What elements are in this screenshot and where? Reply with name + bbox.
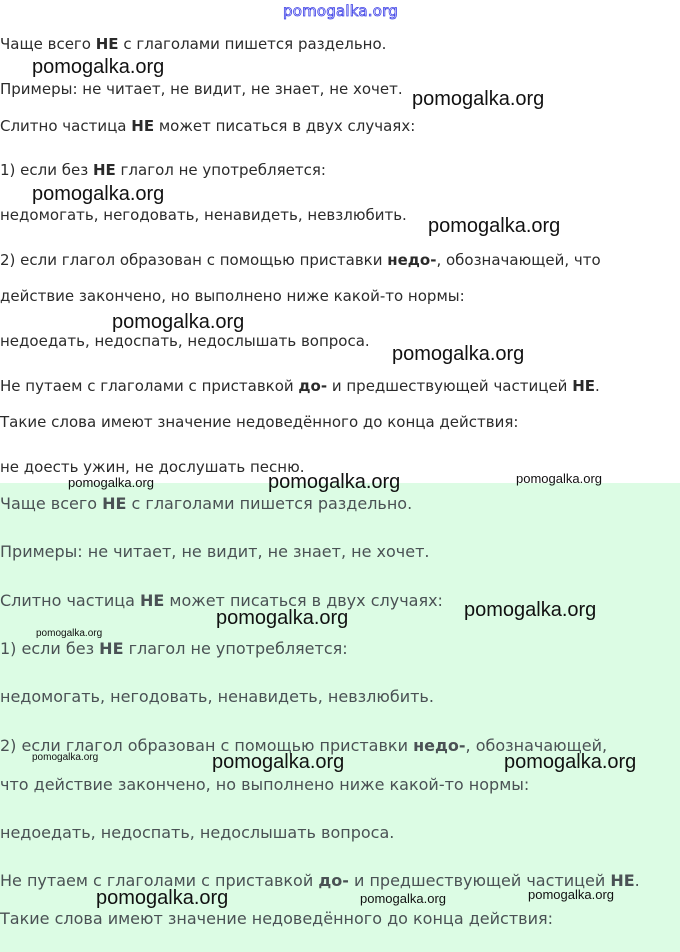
warning-line: Не путаем с глаголами с приставкой до- и предшествующей частицей НЕ. — [0, 871, 640, 890]
rule-joined-line: Слитно частица НЕ может писаться в двух случаях: — [0, 117, 416, 135]
watermark: pomogalka.org — [504, 751, 637, 773]
watermark: pomogalka.org — [32, 56, 165, 78]
site-link[interactable]: pomogalka.org — [283, 2, 398, 20]
case-one-examples: недомогать, негодовать, ненавидеть, невзлюбить. — [0, 206, 407, 224]
watermark: pomogalka.org — [464, 599, 597, 621]
watermark: pomogalka.org — [112, 311, 245, 333]
case-one-line: 1) если без НЕ глагол не употребляется: — [0, 161, 326, 179]
watermark: pomogalka.org — [360, 891, 446, 906]
examples-line: Примеры: не читает, не видит, не знает, не хочет. — [0, 80, 403, 98]
examples-line: Примеры: не читает, не видит, не знает, не хочет. — [0, 542, 430, 561]
watermark: pomogalka.org — [32, 752, 99, 763]
rule-separate-line: Чаще всего НЕ с глаголами пишется раздельно. — [0, 35, 387, 53]
explanation-block-bottom — [0, 483, 680, 952]
case-two-line: 2) если глагол образован с помощью приставки недо-, обозначающей, что — [0, 251, 601, 269]
rule-separate-line: Чаще всего НЕ с глаголами пишется раздельно. — [0, 494, 413, 513]
case-two-line: 2) если глагол образован с помощью приставки недо-, обозначающей, — [0, 736, 608, 755]
warning-line: Не путаем с глаголами с приставкой до- и предшествующей частицей НЕ. — [0, 377, 600, 395]
watermark: pomogalka.org — [216, 607, 349, 629]
watermark: pomogalka.org — [412, 88, 545, 110]
case-one-line: 1) если без НЕ глагол не употребляется: — [0, 639, 348, 658]
watermark: pomogalka.org — [428, 215, 561, 237]
case-two-line-continued: что действие закончено, но выполнено ниже какой-то нормы: — [0, 775, 530, 794]
watermark: pomogalka.org — [528, 887, 614, 902]
watermark: pomogalka.org — [268, 471, 401, 493]
meaning-line: Такие слова имеют значение недоведённого до конца действия: — [0, 909, 553, 928]
watermark: pomogalka.org — [212, 751, 345, 773]
watermark: pomogalka.org — [392, 343, 525, 365]
watermark: pomogalka.org — [96, 887, 229, 909]
case-two-examples: недоедать, недоспать, недослышать вопроса. — [0, 332, 370, 350]
watermark: pomogalka.org — [32, 183, 165, 205]
case-two-line-continued: действие закончено, но выполнено ниже какой-то нормы: — [0, 287, 465, 305]
rule-joined-line: Слитно частица НЕ может писаться в двух случаях: — [0, 591, 443, 610]
case-two-examples: недоедать, недоспать, недослышать вопроса. — [0, 823, 395, 842]
watermark: pomogalka.org — [68, 475, 154, 490]
meaning-line: Такие слова имеют значение недоведённого до конца действия: — [0, 413, 519, 431]
case-one-examples: недомогать, негодовать, ненавидеть, невзлюбить. — [0, 687, 434, 706]
meaning-examples: не доесть ужин, не дослушать песню. — [0, 458, 305, 476]
watermark: pomogalka.org — [516, 471, 602, 486]
watermark: pomogalka.org — [36, 628, 103, 639]
